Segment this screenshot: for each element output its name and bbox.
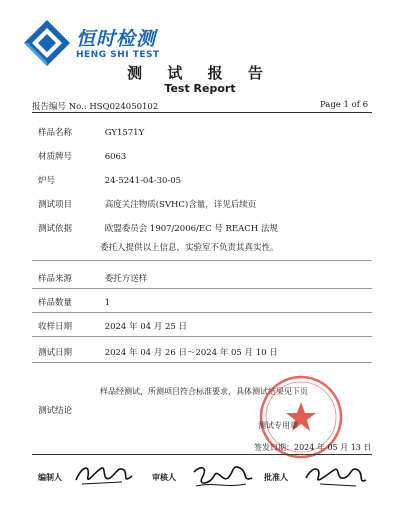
field-label: 测试日期	[38, 348, 73, 358]
row-divider	[32, 362, 372, 363]
field-label: 测试项目	[38, 200, 73, 210]
compiler-signature-icon	[72, 458, 142, 494]
report-title-cn: 测 试 报 告	[127, 64, 273, 82]
stamp-caption: 测试专用章	[258, 421, 298, 430]
approver-label: 批准人	[264, 473, 288, 482]
report-title-en: Test Report	[164, 82, 236, 95]
row-divider	[32, 336, 372, 337]
issue-date: 签发日期：2024 年 05 月 13 日	[254, 443, 372, 452]
field-value: 6063	[104, 152, 127, 162]
logo-diamond-icon	[22, 18, 72, 68]
field-label: 收样日期	[38, 322, 73, 332]
logo-text-en: HENG SHI TEST	[76, 50, 160, 60]
page-indicator: Page 1 of 6	[319, 100, 368, 110]
conclusion-label: 测试结论	[38, 406, 73, 416]
client-disclaimer: 委托人提供以上信息，实验室不负责其真实性。	[100, 243, 279, 253]
section-divider	[32, 260, 372, 261]
field-label: 炉号	[38, 176, 56, 186]
field-sample-source	[38, 272, 147, 284]
signature-row	[0, 458, 400, 498]
field-sample-name	[38, 126, 144, 138]
field-value: 2024 年 04 月 26 日～2024 年 05 月 10 日	[104, 348, 278, 358]
report-number-line	[32, 100, 368, 112]
row-divider	[32, 288, 372, 289]
field-test-date	[38, 346, 278, 358]
company-logo	[22, 18, 162, 68]
field-value: 2024 年 04 月 25 日	[104, 322, 187, 332]
conclusion-text: 样品经测试，所测项目符合标准要求，具体测试结果见下页	[100, 387, 308, 396]
logo-text-cn: 恒时检测	[76, 28, 157, 50]
field-label: 样品名称	[38, 128, 73, 138]
report-number: 报告编号 No.: HSQ024050102	[32, 102, 159, 112]
field-value: 1	[104, 298, 111, 308]
field-material-grade	[38, 150, 126, 162]
reviewer-label: 审核人	[152, 473, 176, 482]
field-test-basis	[38, 222, 278, 234]
approver-signature-icon	[300, 458, 370, 494]
compiler-label: 编制人	[38, 473, 62, 482]
field-value: 24-5241-04-30-05	[104, 176, 182, 186]
field-label: 样品数量	[38, 298, 73, 308]
field-receipt-date	[38, 320, 187, 332]
field-label: 测试依据	[38, 224, 73, 234]
field-value: 高度关注物质(SVHC)含量，详见后续页	[104, 200, 257, 210]
row-divider	[32, 312, 372, 313]
field-value: 委托方送样	[104, 274, 148, 284]
field-heat-number	[38, 174, 181, 186]
field-label: 样品来源	[38, 274, 73, 284]
field-value: 欧盟委员会 1907/2006/EC 号 REACH 法规	[104, 224, 278, 234]
field-value: GY1571Y	[104, 128, 145, 138]
reviewer-signature-icon	[188, 458, 258, 494]
field-label: 材质牌号	[38, 152, 73, 162]
field-sample-quantity	[38, 296, 110, 308]
signature-divider	[32, 454, 372, 455]
field-test-items	[38, 198, 256, 210]
header-divider	[32, 112, 372, 113]
